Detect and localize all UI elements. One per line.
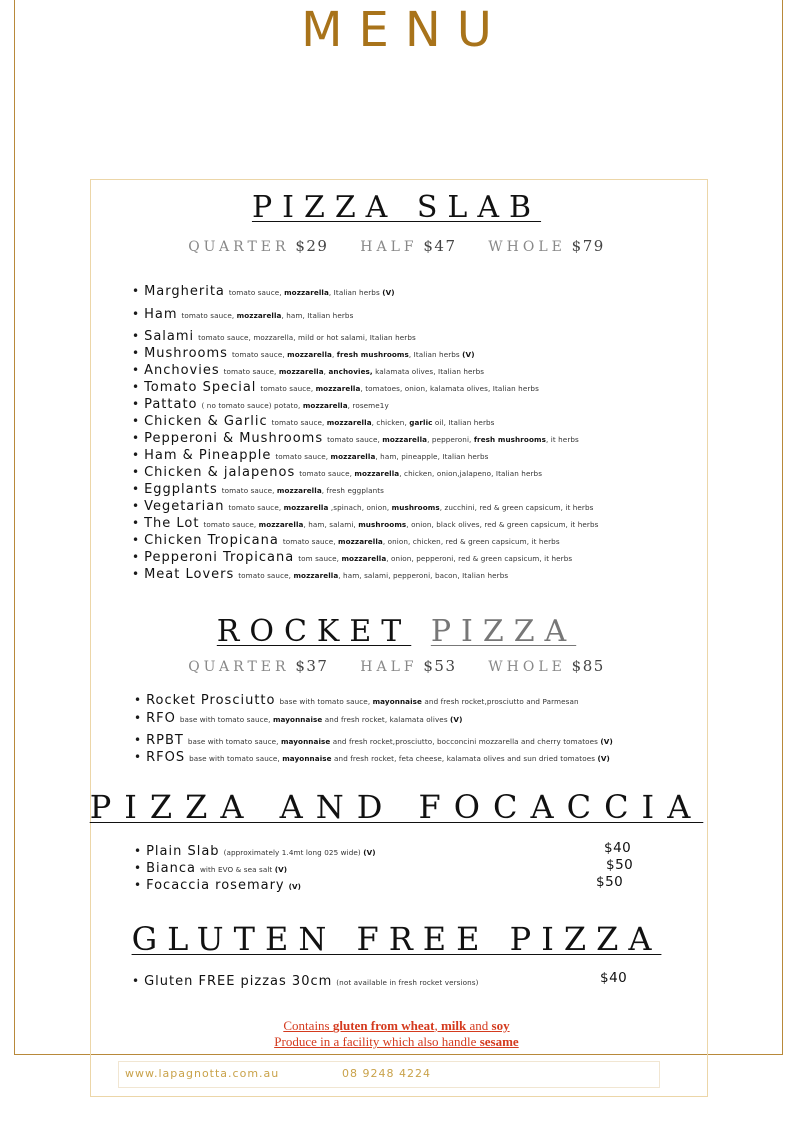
menu-item: [134, 707, 613, 729]
item-name: Bianca: [146, 861, 196, 876]
item-price: $50: [596, 874, 624, 890]
item-name: RPBT: [146, 733, 184, 748]
item-description: tomato sauce, mozzarella, mild or hot salami, Italian herbs: [198, 333, 416, 342]
bullet: •: [134, 693, 142, 707]
item-name: Gluten FREE pizzas 30cm: [144, 974, 333, 989]
bullet: •: [134, 861, 142, 875]
bullet: •: [134, 750, 142, 764]
bullet: •: [132, 414, 140, 428]
menu-item: [132, 495, 598, 512]
gluten-free-title: [0, 920, 793, 958]
item-name: RFOS: [146, 750, 186, 765]
item-name: Focaccia rosemary: [146, 878, 285, 893]
allergen-line-2: Produce in a facility which also handle sesame: [274, 1034, 519, 1049]
item-description: tomato sauce, mozzarella, anchovies, kalamata olives, Italian herbs: [223, 367, 485, 376]
bullet: •: [132, 516, 140, 530]
item-name: Eggplants: [144, 482, 218, 497]
menu-item: [132, 376, 598, 393]
bullet: •: [132, 499, 140, 513]
allergen-notice: [0, 1018, 793, 1050]
menu-item: [132, 280, 598, 303]
item-name: Meat Lovers: [144, 567, 235, 582]
menu-item: [132, 563, 598, 580]
bullet: •: [134, 733, 142, 747]
menu-item: [132, 303, 598, 325]
bullet: •: [132, 482, 140, 496]
rocket-title-part-b: PIZZA: [430, 614, 577, 649]
bullet: •: [132, 363, 140, 377]
item-description: tomato sauce, mozzarella, fresh mushrooms, Italian herbs (V): [231, 350, 475, 359]
focaccia-list: [134, 840, 654, 891]
website-link[interactable]: www.lapagnotta.com.au: [125, 1067, 280, 1080]
item-price: $40: [600, 970, 628, 986]
item-description: tomato sauce, mozzarella, fresh eggplants: [221, 486, 384, 495]
item-description: tomato sauce, mozzarella, tomatoes, onion, kalamata olives, Italian herbs: [260, 384, 539, 393]
menu-item: [132, 410, 598, 427]
bullet: •: [132, 533, 140, 547]
menu-item: [132, 970, 652, 988]
item-name: Chicken Tropicana: [144, 533, 279, 548]
item-name: Salami: [144, 329, 195, 344]
menu-item: [132, 325, 598, 342]
menu-item: [132, 461, 598, 478]
pizza-slab-prices: [0, 237, 793, 255]
menu-item: [132, 359, 598, 376]
item-description: tomato sauce, mozzarella, onion, chicken, red & green capsicum, it herbs: [282, 537, 560, 546]
menu-title: MENU: [301, 2, 508, 58]
item-description: tomato sauce, mozzarella, chicken, garlic oil, Italian herbs: [271, 418, 495, 427]
item-name: Ham: [144, 307, 178, 322]
bullet: •: [132, 448, 140, 462]
allergen-line-1: Contains gluten from wheat, milk and soy: [283, 1018, 510, 1033]
focaccia-title-text: PIZZA AND FOCACCIA: [89, 788, 704, 826]
item-name: Margherita: [144, 284, 225, 299]
item-description: tomato sauce, mozzarella, ham, salami, mushrooms, onion, black olives, red & green capsicum, it herbs: [203, 520, 599, 529]
bullet: •: [132, 346, 140, 360]
item-description: with EVO & sea salt (V): [199, 865, 288, 874]
menu-item: [132, 546, 598, 563]
bullet: •: [132, 550, 140, 564]
item-name: Rocket Prosciutto: [146, 693, 276, 708]
item-description: tomato sauce, mozzarella, pepperoni, fresh mushrooms, it herbs: [327, 435, 579, 444]
bullet: •: [134, 844, 142, 858]
bullet: •: [132, 284, 140, 298]
menu-item: [132, 478, 598, 495]
menu-item: [132, 342, 598, 359]
item-name: Pattato: [144, 397, 198, 412]
item-name: Chicken & jalapenos: [144, 465, 296, 480]
rocket-pizza-list: [134, 689, 613, 763]
item-name: Chicken & Garlic: [144, 414, 268, 429]
pizza-slab-title-text: PIZZA SLAB: [251, 190, 542, 225]
menu-item: [132, 444, 598, 461]
gluten-free-list: [132, 970, 652, 988]
item-name: Vegetarian: [144, 499, 225, 514]
item-description: tom sauce, mozzarella, onion, pepperoni, red & green capsicum, it herbs: [298, 554, 573, 563]
item-description: tomato sauce, mozzarella, Italian herbs (V): [228, 288, 395, 297]
pizza-slab-title: [0, 190, 793, 225]
item-name: Pepperoni Tropicana: [144, 550, 295, 565]
item-description: base with tomato sauce, mayonnaise and fresh rocket,prosciutto, bocconcini mozzarella and cherry tomatoes (V): [187, 737, 613, 746]
bullet: •: [132, 465, 140, 479]
menu-item: [132, 512, 598, 529]
bullet: •: [134, 878, 142, 892]
item-name: Tomato Special: [144, 380, 257, 395]
item-description: (approximately 1.4mt long 025 wide) (V): [223, 848, 376, 857]
rocket-half: HALF $53: [360, 657, 457, 675]
slab-quarter: QUARTER $29: [188, 237, 329, 255]
rocket-quarter: QUARTER $37: [188, 657, 329, 675]
bullet: •: [132, 567, 140, 581]
item-description: tomato sauce, mozzarella, chicken, onion,jalapeno, Italian herbs: [299, 469, 543, 478]
item-description: tomato sauce, mozzarella ,spinach, onion, mushrooms, zucchini, red & green capsicum, it herbs: [228, 503, 594, 512]
item-name: Ham & Pineapple: [144, 448, 272, 463]
item-description: tomato sauce, mozzarella, ham, pineapple, Italian herbs: [275, 452, 489, 461]
menu-item: [132, 393, 598, 410]
item-name: RFO: [146, 711, 176, 726]
menu-item: [134, 689, 613, 707]
item-description: base with tomato sauce, mayonnaise and fresh rocket, kalamata olives (V): [179, 715, 463, 724]
item-name: Pepperoni & Mushrooms: [144, 431, 324, 446]
bullet: •: [132, 307, 140, 321]
menu-item: [132, 529, 598, 546]
item-price: $50: [606, 857, 634, 873]
item-name: Mushrooms: [144, 346, 228, 361]
phone-number: 08 9248 4224: [342, 1067, 431, 1080]
menu-item: [134, 857, 654, 874]
gluten-free-title-text: GLUTEN FREE PIZZA: [131, 920, 662, 958]
rocket-title-part-a: ROCKET: [216, 614, 412, 649]
bullet: •: [134, 711, 142, 725]
item-name: Plain Slab: [146, 844, 220, 859]
bullet: •: [132, 431, 140, 445]
slab-whole: WHOLE $79: [488, 237, 605, 255]
item-description: (not available in fresh rocket versions): [336, 978, 479, 987]
rocket-pizza-title: [0, 614, 793, 649]
bullet: •: [132, 329, 140, 343]
item-name: Anchovies: [144, 363, 220, 378]
item-price: $40: [604, 840, 632, 856]
bullet: •: [132, 397, 140, 411]
focaccia-title: [0, 788, 793, 826]
menu-item: [134, 840, 654, 857]
pizza-slab-list: [132, 280, 598, 580]
slab-half: HALF $47: [360, 237, 457, 255]
menu-item: [134, 729, 613, 746]
rocket-whole: WHOLE $85: [488, 657, 605, 675]
item-description: (V): [288, 882, 302, 891]
item-description: base with tomato sauce, mayonnaise and fresh rocket, feta cheese, kalamata olives and sun dried tomatoes (V): [189, 754, 610, 763]
bullet: •: [132, 974, 140, 988]
menu-item: [134, 746, 613, 763]
item-description: tomato sauce, mozzarella, ham, Italian herbs: [181, 311, 354, 320]
item-description: tomato sauce, mozzarella, ham, salami, pepperoni, bacon, Italian herbs: [238, 571, 509, 580]
item-description: base with tomato sauce, mayonnaise and fresh rocket,prosciutto and Parmesan: [279, 697, 579, 706]
item-description: ( no tomato sauce) potato, mozzarella, roseme1y: [201, 401, 389, 410]
bullet: •: [132, 380, 140, 394]
menu-item: [134, 874, 654, 891]
menu-item: [132, 427, 598, 444]
item-name: The Lot: [144, 516, 200, 531]
rocket-pizza-prices: [0, 657, 793, 675]
